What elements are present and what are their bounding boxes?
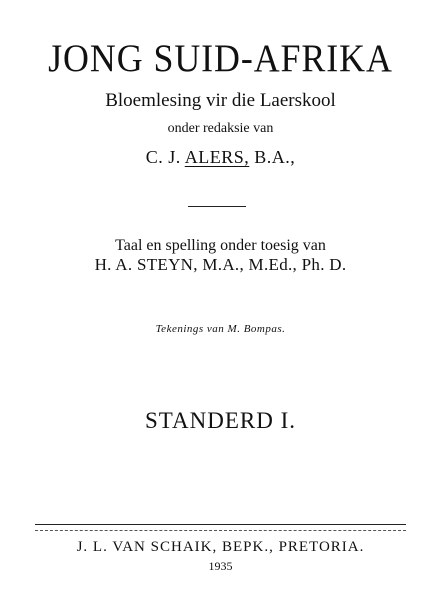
grade-heading: STANDERD I.	[145, 408, 296, 433]
publication-year: 1935	[208, 559, 233, 573]
footer-rule-top	[35, 524, 406, 525]
supervision-line: Taal en spelling onder toesig van	[115, 237, 326, 254]
editor-prefix: onder redaksie van	[167, 121, 274, 136]
supervisor-name: H. A. STEYN, M.A., M.Ed., Ph. D.	[94, 255, 347, 274]
illustrations-credit: Tekenings van M. Bompas.	[155, 323, 286, 335]
editor-initials: C. J.	[145, 147, 181, 167]
divider-rule	[188, 206, 246, 207]
book-title: JONG SUID-AFRIKA	[48, 37, 393, 80]
editor-line	[0, 147, 441, 168]
publisher-line: J. L. VAN SCHAIK, BEPK., PRETORIA.	[76, 539, 365, 555]
book-subtitle: Bloemlesing vir die Laerskool	[105, 90, 336, 111]
editor-degree: B.A.,	[254, 147, 296, 167]
footer-rule-bottom	[35, 530, 406, 531]
editor-name: ALERS,	[184, 147, 250, 167]
